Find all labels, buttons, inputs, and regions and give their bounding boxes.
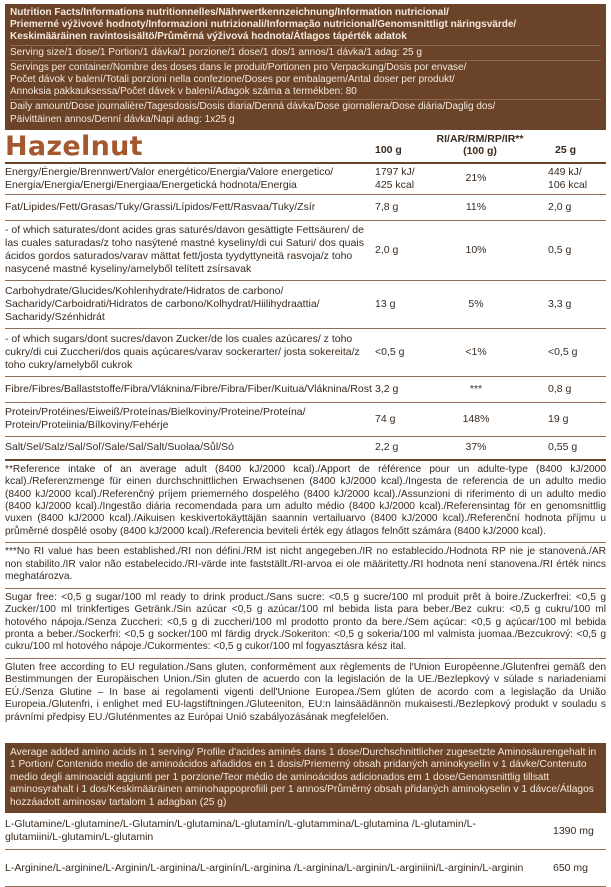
- product-title: Hazelnut: [5, 130, 143, 162]
- nutrient-table: [5, 164, 606, 459]
- amino-acids-banner: Average added amino acids in 1 serving/ Profile d'acides aminés dans 1 dose/Durchschnittlicher zugesetzte Aminosäurengehalt in 1 Portion/ Contenido medio de aminoácidos añadidos en 1 dosis/Priemerný obsah pridaných aminokyselín v 1 dávke/Contenuto medio degli aminoacidi aggiunti per 1 porzione/Teor médio de aminoácidos adicionados em 1 dose/Genomsnittlig tillsatt aminosyrahalt i 1 dos/Keskimääräinen aminohappoprofiili per 1 annos/Průměrný obsah přidaných aminokyselin v 1 dávce/Átlagos hozzáadott aminosav tartalom 1 adagban (25 g): [5, 743, 606, 813]
- value-25g: 0,5 g: [548, 243, 572, 256]
- amino-value: 650 mg: [553, 861, 589, 874]
- value-ri: <1%: [465, 345, 487, 358]
- value-25g: 2,0 g: [548, 200, 572, 213]
- value-25g: 449 kJ/ 106 kcal: [548, 165, 588, 191]
- nutrient-label: Salt/Sel/Salz/Sal/Soľ/Sale/Sal/Salt/Suolaa/Sůl/Só: [5, 441, 234, 454]
- nutrient-row-saturates: [5, 221, 606, 281]
- banner-title-line: Priemerné výživové hodnoty/Informazioni nutrizionali/Informação nutricional/Genomsnittligt näringsvärde/: [10, 19, 517, 31]
- value-ri: 5%: [468, 297, 484, 310]
- nutrient-row-energy: [5, 164, 606, 195]
- nutrient-label: Fat/Lipides/Fett/Grasas/Tuky/Grassi/Lípidos/Fett/Rasvaa/Tuky/Zsír: [5, 200, 316, 213]
- value-100g: 1797 kJ/ 425 kcal: [375, 165, 415, 191]
- gluten-free-note: Gluten free according to EU regulation./Sans gluten, conformément aux règlements de l'Union Européenne./Glutenfrei gemäß den Bestimmungen der Europäischen Union./Sin gluten de acuerdo con la legislación de la UE./Bezlepkový v súlade s nariadeniami EÚ./Senza Glutine – In base ai regolamenti vigenti dell'Unione Europea./Sem glúten de acordo com a legislação da União Europeia./Glutenfri, i enlighet med EU-lagstiftningen./Gluteeniton, EU:n lainsäädännön mukaisesti./Bezlepkový produkt v souladu s právními předpisy EU./Gluténmentes az Európai Unió szabályozásának megfelelően.: [5, 661, 606, 723]
- servings-per-container-line: Počet dávok v balení/Totali porzioni nella confezione/Doses por embalagem/Antal doser per produkt/: [10, 73, 455, 85]
- serving-size-line: Serving size/1 dose/1 Portion/1 dávka/1 porzione/1 dose/1 dos/1 annos/1 dávka/1 adag: 25 g: [10, 46, 422, 58]
- nutrient-label: Carbohydrate/Glucides/Kohlenhydrate/Hidratos de carbono/ Sacharidy/Carboidrati/Hidratos de carbono/Kolhydrat/Hiilihydraattia/ Sacharidy/Szénhidrát: [5, 284, 320, 323]
- sugar-free-note: Sugar free: <0,5 g sugar/100 ml ready to drink product./Sans sucre: <0,5 g sucre/100 ml produit prêt à boire./Zuckerfrei: <0,5 g Zucker/100 ml trinkfertiges Getränk./Sin azúcar <0,5 g azúcar/100 ml bebida lista para beber./Bez cukru: <0,5 g cukru/100 ml hotového nápoja./Senza Zuccheri: <0,5 g di zuccheri/100 ml prodotto pronto da bere./Sem açúcar: <0,5 g açúcar/100 ml bebida pronta a beber./Sockerfri: <0,5 g socker/100 ml färdig dryck./Sokeriton: <0,5 g sokeria/100 ml valmista juomaa./Bezcukrový: <0,5 g cukru/100 ml hotového nápoje./Cukormentes: <0,5 g cukor/100 ml fogyasztásra kész ital.: [5, 591, 606, 653]
- value-100g: 2,2 g: [375, 441, 399, 454]
- value-25g: 19 g: [548, 412, 569, 425]
- servings-per-container-line: Annoksia pakkauksessa/Počet dávek v balení/Adagok száma a termékben: 80: [10, 86, 357, 98]
- footnotes: [5, 459, 606, 727]
- banner-title-line: Nutrition Facts/Informations nutritionnelles/Nährwertkennzeichnung/Information nutricional/: [10, 7, 449, 18]
- nutrient-row-carbohydrate: [5, 281, 606, 329]
- column-header-ri: RI/AR/RM/RP/IR** (100 g): [436, 132, 524, 157]
- daily-amount-line: Päivittäinen annos/Denní dávka/Napi adag: 1x25 g: [10, 113, 235, 125]
- value-25g: <0,5 g: [548, 345, 578, 358]
- value-25g: 3,3 g: [548, 297, 572, 310]
- value-25g: 0,8 g: [548, 382, 572, 395]
- amino-row-arginine: [5, 850, 606, 887]
- value-ri: 148%: [462, 412, 490, 425]
- nutrient-row-protein: [5, 403, 606, 437]
- nutrient-label: - of which saturates/dont acides gras saturés/davon gesättigte Fettsäuren/ de las cuales saturadas/z toho nasýtené mastné kyseliny/di cui Saturi/ dos quais ácidos gordos saturados/varav mättat fett/josta tyydyttyneitä rasvoja/z toho nasycené mastné kyseliny/amelyből telített zsírsavak: [5, 223, 364, 276]
- amino-row-glutamine: [5, 813, 606, 850]
- value-100g: <0,5 g: [375, 345, 405, 358]
- table-header: [5, 130, 606, 164]
- value-100g: 3,2 g: [375, 382, 399, 395]
- column-header-25g: 25 g: [554, 143, 576, 156]
- nutrient-label: Protein/Protéines/Eiweiß/Proteínas/Bielkoviny/Proteine/Proteína/ Protein/Proteiinia/Bílkoviny/Fehérje: [5, 406, 306, 432]
- value-ri: 10%: [465, 243, 487, 256]
- nutrition-facts-banner: [5, 4, 606, 130]
- value-ri: 11%: [465, 200, 487, 213]
- no-ri-note: ***No RI value has been established./RI non défini./RM ist nicht angegeben./IR no establecido./Hodnota RP nie je stanovená./AR non stabilito./IR valor não estabelecido./RI-värde inte fastställt./RI-arvoa ei ole määritetty./RI hodnota není stanovena./RI érték nincs meghatározva.: [5, 546, 606, 583]
- nutrient-row-salt: [5, 437, 606, 459]
- column-header-100g: 100 g: [375, 143, 402, 156]
- servings-per-container-line: Servings per container/Nombre des doses dans le produit/Portionen pro Verpackung/Dosis por envase/: [10, 61, 467, 73]
- nutrient-label: - of which sugars/dont sucres/davon Zucker/de los cuales azúcares/ z toho cukry/di cui Zuccheri/dos quais açúcares/varav sockerarter/ josta sokereita/z toho cukry/amelyből cukrok: [5, 332, 360, 371]
- value-100g: 7,8 g: [375, 200, 399, 213]
- amino-value: 1390 mg: [553, 824, 594, 837]
- amino-label: L-Arginine/L-arginine/L-Arginin/L-arginina/L-arginín/L-arginina /L-arginina/L-arginin/L-arginiini/L-arginin/L-arginin: [5, 861, 524, 874]
- daily-amount-line: Daily amount/Dose journalière/Tagesdosis/Dosis diaria/Denná dávka/Dose giornaliera/Dose diária/Daglig dos/: [10, 101, 496, 113]
- nutrient-row-fibre: [5, 377, 606, 403]
- reference-intake-note: **Reference intake of an average adult (8400 kJ/2000 kcal)./Apport de référence pour un adulte-type (8400 kJ/2000 kcal)./Referenzmenge für einen durchschnittlichen Erwachsenen (8400 kJ/2000 kcal)./Ingesta de referencia de un adulto medio (8400 kJ/2000 kcal)./Referenčný príjem priemerného dospelého (8400 kJ/2000 kcal)./Assunzioni di riferimento di un adulto medio (8400 kJ/2000 kcal)./Ingestão diária recomendada para um adulto médio (8400 kJ/2000 kcal)./Referensintag för en genomsnittlig vuxen (8400 kJ/2000 kcal)./Aikuisen keskivertokäyttäjän saannin vertailuarvo (8400 kJ/2000 kcal)./Referenční hodnota příjmu u průměrné dospělé osoby (8400 kJ/2000 kcal)./Referencia beviteli érték egy átlagos felnőtt számára (8400 kJ/2000 kcal).: [5, 463, 606, 537]
- amino-table: [5, 813, 606, 887]
- amino-label: L-Glutamine/L-glutamine/L-Glutamin/L-glutamina/L-glutamín/L-glutammina/L-glutamina /L-glutamin/L-glutamiini/L-glutamin/L-glutamin: [5, 818, 476, 844]
- value-ri: 21%: [465, 172, 487, 185]
- value-100g: 74 g: [375, 412, 396, 425]
- value-ri: 37%: [465, 441, 487, 454]
- nutrient-row-sugars: [5, 329, 606, 377]
- nutrient-label: Fibre/Fibres/Ballaststoffe/Fibra/Vláknina/Fibre/Fibra/Fiber/Kuitua/Vláknina/Rost: [5, 382, 372, 395]
- nutrient-label: Energy/Énergie/Brennwert/Valor energético/Energia/Valore energetico/ Energia/Energia/Energi/Energiaa/Energetická hodnota/Energia: [5, 165, 334, 191]
- value-25g: 0,55 g: [548, 441, 578, 454]
- value-ri: ***: [469, 382, 483, 395]
- value-100g: 13 g: [375, 297, 396, 310]
- banner-title-line: Keskimääräinen ravintosisältö/Průměrná výživová hodnota/Átlagos tápérték adatok: [10, 31, 407, 43]
- nutrient-row-fat: [5, 195, 606, 221]
- value-100g: 2,0 g: [375, 243, 399, 256]
